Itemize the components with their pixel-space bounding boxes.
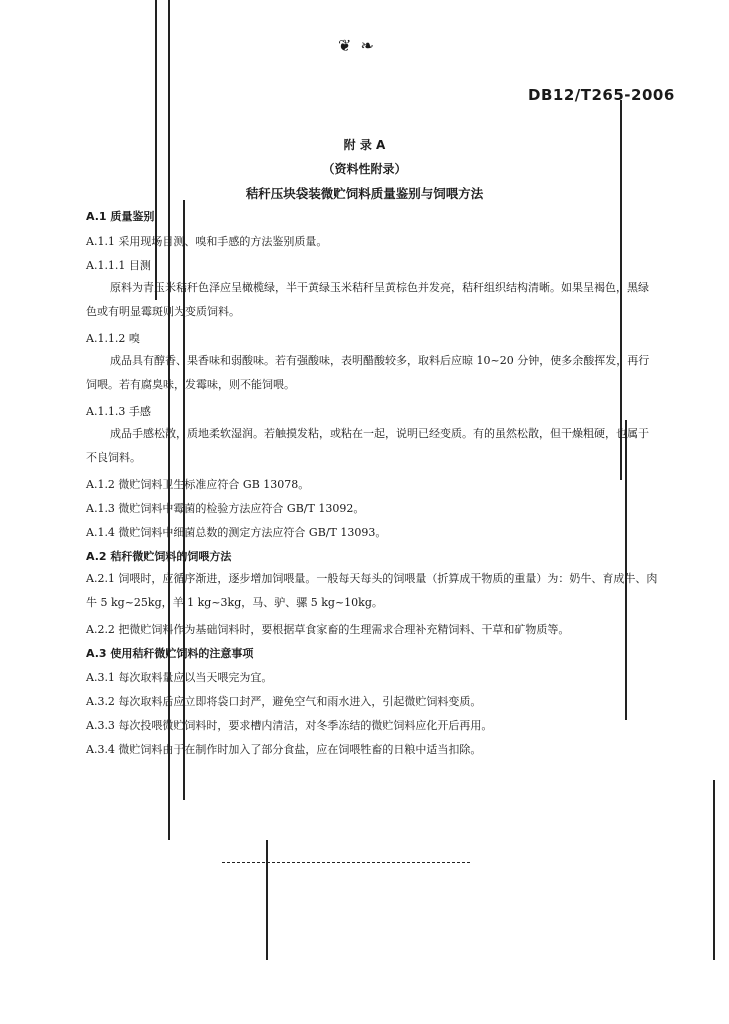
scan-line-artifact	[713, 780, 715, 960]
clause-a1-4: A.1.4 微贮饲料中细菌总数的测定方法应符合 GB/T 13093。	[86, 526, 387, 539]
clause-a3-2: A.3.2 每次取料后应立即将袋口封严，避免空气和雨水进入，引起微贮饲料变质。	[86, 695, 482, 708]
clause-a3-1: A.3.1 每次取料量应以当天喂完为宜。	[86, 671, 273, 684]
clause-a2-1: A.2.1 饲喂时，应循序渐进，逐步增加饲喂量。一般每天每头的饲喂量（折算成干物质的重量）为：奶牛、育成牛、肉牛 5 kg~25kg，羊 1 kg~3kg，马、驴、骡 5 kg~10kg。	[86, 572, 658, 609]
appendix-heading: 秸秆压块袋装微贮饲料质量鉴别与饲喂方法	[245, 186, 484, 201]
clause-a1-1-2-text: 成品具有醇香、果香味和弱酸味。若有强酸味，表明醋酸较多，取料后应晾 10~20 分钟，使多余酸挥发，再行饲喂。若有腐臭味，发霉味，则不能饲喂。	[86, 354, 650, 391]
clause-a1-1-1-text: 原料为青玉米秸秆色泽应呈橄榄绿，半干黄绿玉米秸秆呈黄棕色并发亮，秸秆组织结构清晰。如果呈褐色，黑绿色或有明显霉斑则为变质饲料。	[86, 281, 649, 318]
clause-a1-1: A.1.1 采用现场目测、嗅和手感的方法鉴别质量。	[86, 235, 328, 248]
section-a2-title: A.2 秸秆微贮饲料的饲喂方法	[86, 550, 232, 563]
clause-a1-1-2-title: A.1.1.2 嗅	[86, 332, 140, 345]
section-a1-title: A.1 质量鉴别	[86, 210, 155, 223]
end-rule	[222, 862, 470, 863]
appendix-title: 附 录 A	[343, 138, 386, 152]
clause-a1-1-1-body	[86, 276, 658, 324]
clause-a1-1-3-body	[86, 422, 658, 470]
clause-a3-4: A.3.4 微贮饲料由于在制作时加入了部分食盐，应在饲喂牲畜的日粮中适当扣除。	[86, 743, 482, 756]
scan-line-artifact	[266, 840, 268, 960]
logo-icon: ❦ ❧	[338, 36, 376, 55]
clause-a1-3: A.1.3 微贮饲料中霉菌的检验方法应符合 GB/T 13092。	[86, 502, 365, 515]
clause-a1-1-3-text: 成品手感松散，质地柔软湿润。若触摸发粘，或粘在一起，说明已经变质。有的虽然松散，但干燥粗硬，也属于不良饲料。	[86, 427, 649, 464]
document-number: DB12/T265-2006	[528, 86, 675, 104]
clause-a1-1-2-body	[86, 349, 658, 397]
clause-a3-3: A.3.3 每次投喂微贮饲料时，要求槽内清洁，对冬季冻结的微贮饲料应化开后再用。	[86, 719, 493, 732]
section-a3-title: A.3 使用秸秆微贮饲料的注意事项	[86, 647, 254, 660]
scan-line-artifact	[168, 0, 170, 840]
clause-a1-2: A.1.2 微贮饲料卫生标准应符合 GB 13078。	[86, 478, 310, 491]
appendix-type: （资料性附录）	[322, 162, 407, 176]
clause-a1-1-1-title: A.1.1.1 目测	[86, 259, 151, 272]
clause-a1-1-3-title: A.1.1.3 手感	[86, 405, 151, 418]
clause-a2-2: A.2.2 把微贮饲料作为基础饲料时，要根据草食家畜的生理需求合理补充精饲料、干草和矿物质等。	[86, 623, 570, 636]
